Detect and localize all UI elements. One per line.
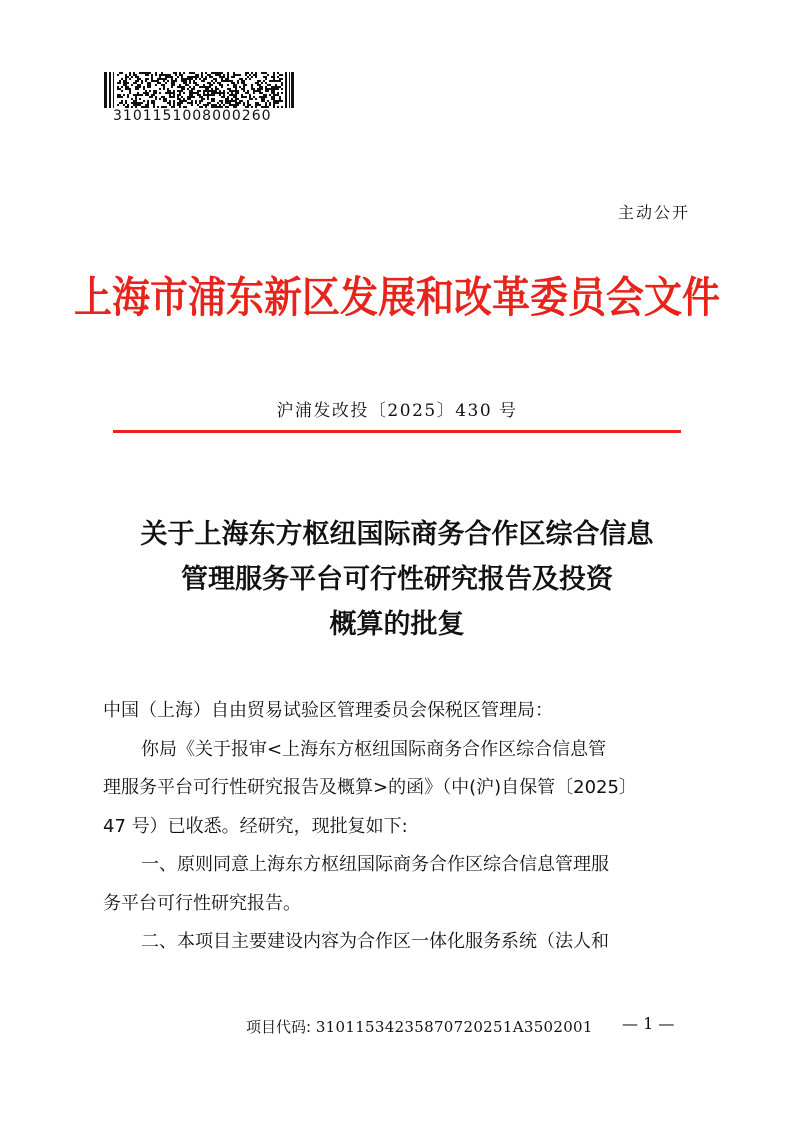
document-number: 沪浦发改投〔2025〕430 号: [276, 401, 518, 421]
barcode-number: 3101151008000260: [113, 108, 272, 124]
body-paragraph-line: 二、本项目主要建设内容为合作区一体化服务系统（法人和: [141, 931, 609, 952]
barcode-image: [104, 72, 294, 108]
body-paragraph-line: 一、原则同意上海东方枢纽国际商务合作区综合信息管理服: [141, 854, 609, 875]
project-code-value: 31011534235870720251A3502001: [315, 1018, 593, 1036]
title-line: 关于上海东方枢纽国际商务合作区综合信息: [140, 519, 654, 550]
title-line: 概算的批复: [329, 609, 465, 640]
body-paragraph-line: 务平台可行性研究报告。: [103, 892, 301, 914]
body-paragraph-line: 理服务平台可行性研究报告及概算>的函》（中(沪)自保管〔2025〕: [103, 777, 637, 798]
project-code-label: 项目代码:: [246, 1018, 312, 1036]
document-body: [103, 692, 693, 962]
title-line: 管理服务平台可行性研究报告及投资: [181, 564, 613, 595]
red-divider: [113, 430, 681, 433]
page-number: — 1 —: [622, 1014, 675, 1033]
addressee: 中国（上海）自由贸易试验区管理委员会保税区管理局：: [103, 700, 553, 721]
agency-masthead: 上海市浦东新区发展和改革委员会文件: [73, 271, 720, 323]
document-title: [0, 512, 794, 647]
project-code: [246, 1016, 593, 1037]
body-paragraph-line: 你局《关于报审<上海东方枢纽国际商务合作区综合信息管: [141, 738, 607, 760]
body-paragraph-line: 47 号）已收悉。经研究，现批复如下:: [103, 815, 408, 837]
disclosure-label: 主动公开: [617, 203, 690, 222]
